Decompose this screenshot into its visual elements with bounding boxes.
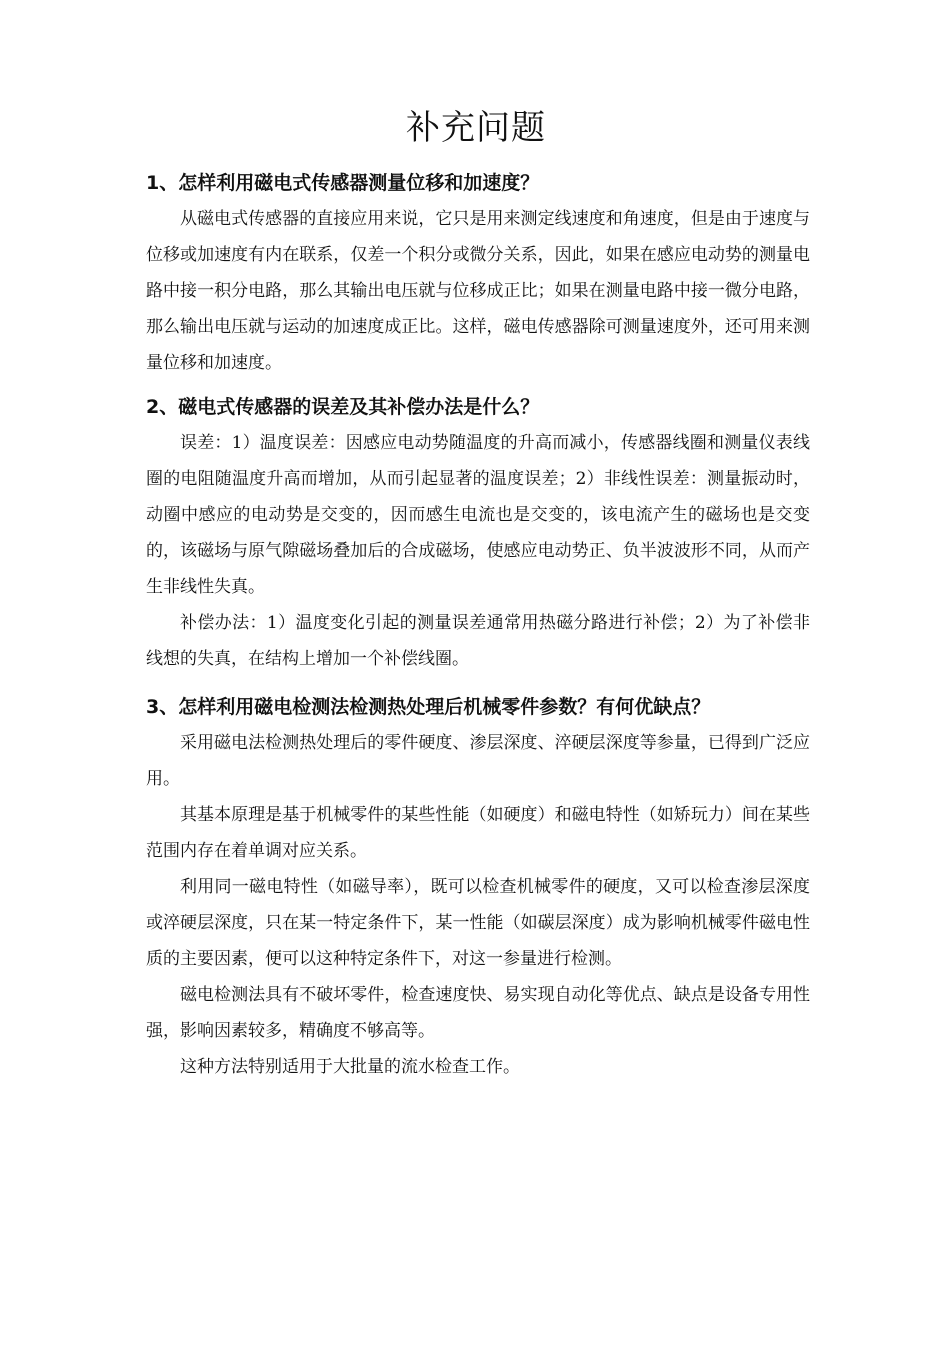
section-heading: 3、怎样利用磁电检测法检测热处理后机械零件参数？有何优缺点？ [146,696,711,718]
paragraph: 这种方法特别适用于大批量的流水检查工作。 [180,1057,520,1077]
section-heading: 2、磁电式传感器的误差及其补偿办法是什么？ [146,396,540,418]
paragraph: 利用同一磁电特性（如磁导率），既可以检查机械零件的硬度，又可以检查渗层深度或淬硬层深度，只在某一特定条件下，某一性能（如碳层深度）成为影响机械零件磁电性质的主要因素，便可以这种特定条件下，对这一参量进行检测。 [146,877,810,969]
paragraph: 磁电检测法具有不破坏零件，检查速度快、易实现自动化等优点、缺点是设备专用性强，影响因素较多，精确度不够高等。 [146,985,810,1041]
section-3 [146,689,810,1085]
section-1 [146,165,810,381]
paragraph: 采用磁电法检测热处理后的零件硬度、渗层深度、淬硬层深度等参量，已得到广泛应用。 [146,733,810,789]
document-title: 补充问题 [406,108,546,148]
paragraph: 误差：1）温度误差：因感应电动势随温度的升高而减小，传感器线圈和测量仪表线圈的电阻随温度升高而增加，从而引起显著的温度误差；2）非线性误差：测量振动时，动圈中感应的电动势是交变的，因而感生电流也是交变的，该电流产生的磁场也是交变的，该磁场与原气隙磁场叠加后的合成磁场，使感应电动势正、负半波波形不同，从而产生非线性失真。 [146,433,810,597]
section-heading: 1、怎样利用磁电式传感器测量位移和加速度？ [146,172,540,194]
paragraph: 其基本原理是基于机械零件的某些性能（如硬度）和磁电特性（如矫玩力）间在某些范围内存在着单调对应关系。 [146,805,810,861]
section-2 [146,389,810,677]
document-body [146,165,810,1085]
paragraph: 补偿办法：1）温度变化引起的测量误差通常用热磁分路进行补偿；2）为了补偿非线想的失真，在结构上增加一个补偿线圈。 [146,613,810,669]
paragraph: 从磁电式传感器的直接应用来说，它只是用来测定线速度和角速度，但是由于速度与位移或加速度有内在联系，仅差一个积分或微分关系，因此，如果在感应电动势的测量电路中接一积分电路，那么其输出电压就与位移成正比；如果在测量电路中接一微分电路，那么输出电压就与运动的加速度成正比。这样，磁电传感器除可测量速度外，还可用来测量位移和加速度。 [146,209,810,373]
